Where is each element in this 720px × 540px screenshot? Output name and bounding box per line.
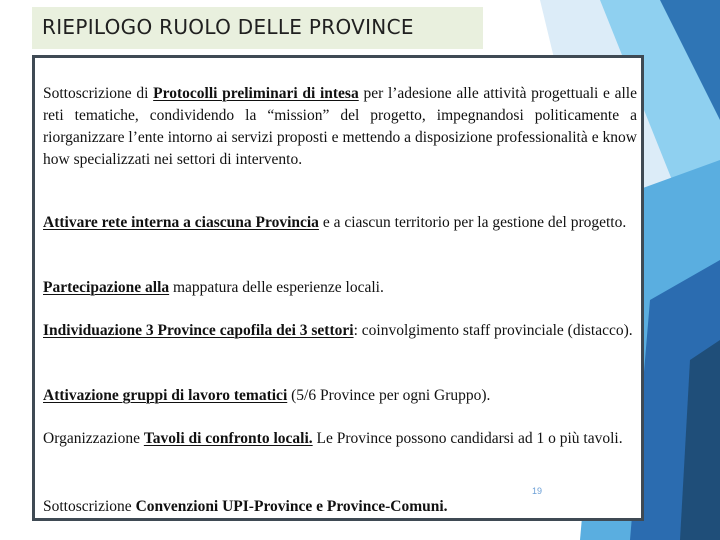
bold-text: Protocolli preliminari di intesa: [153, 85, 359, 102]
text: Sottoscrizione di: [43, 85, 154, 102]
bold-text: Attivare rete interna a ciascuna Provincia: [43, 214, 319, 231]
text: (5/6 Province per ogni Gruppo).: [287, 387, 491, 404]
paragraph-gruppi-lavoro: [43, 385, 637, 407]
text: Le Province possono candidarsi ad 1 o più tavoli.: [312, 430, 623, 447]
paragraph-protocolli: [43, 83, 637, 171]
text: Sottoscrizione: [43, 498, 136, 515]
paragraph-rete-interna: [43, 212, 637, 234]
content-frame: [32, 55, 644, 521]
text: mappatura delle esperienze locali.: [169, 279, 384, 296]
bold-text: Partecipazione alla: [43, 279, 170, 296]
paragraph-individuazione: [43, 320, 637, 342]
paragraph-partecipazione: [43, 277, 637, 299]
text: per l’adesione alle attività progettuali e alle reti tematiche, condividendo la “mission” del progetto, impegnandosi politicamente a riorganizzare l’ente intorno ai servizi proposti e mettendo a disposizione professionalità e know how specializzati nei settori di intervento.: [43, 85, 637, 168]
bold-text: Tavoli di confronto locali.: [143, 430, 313, 447]
paragraph-tavoli: [43, 428, 637, 450]
bold-text: Attivazione gruppi di lavoro tematici: [43, 387, 288, 404]
text: e a ciascun territorio per la gestione del progetto.: [318, 214, 627, 231]
paragraph-convenzioni: [43, 496, 523, 518]
bold-text: Individuazione 3 Province capofila dei 3 settori: [43, 322, 354, 339]
text: Organizzazione: [43, 430, 144, 447]
slide-title: RIEPILOGO RUOLO DELLE PROVINCE: [42, 15, 414, 39]
bold-text: Convenzioni UPI-Province e Province-Comuni.: [135, 498, 448, 515]
text: : coinvolgimento staff provinciale (distacco).: [353, 322, 633, 339]
page-number: 19: [532, 486, 543, 496]
title-box: [32, 7, 483, 49]
